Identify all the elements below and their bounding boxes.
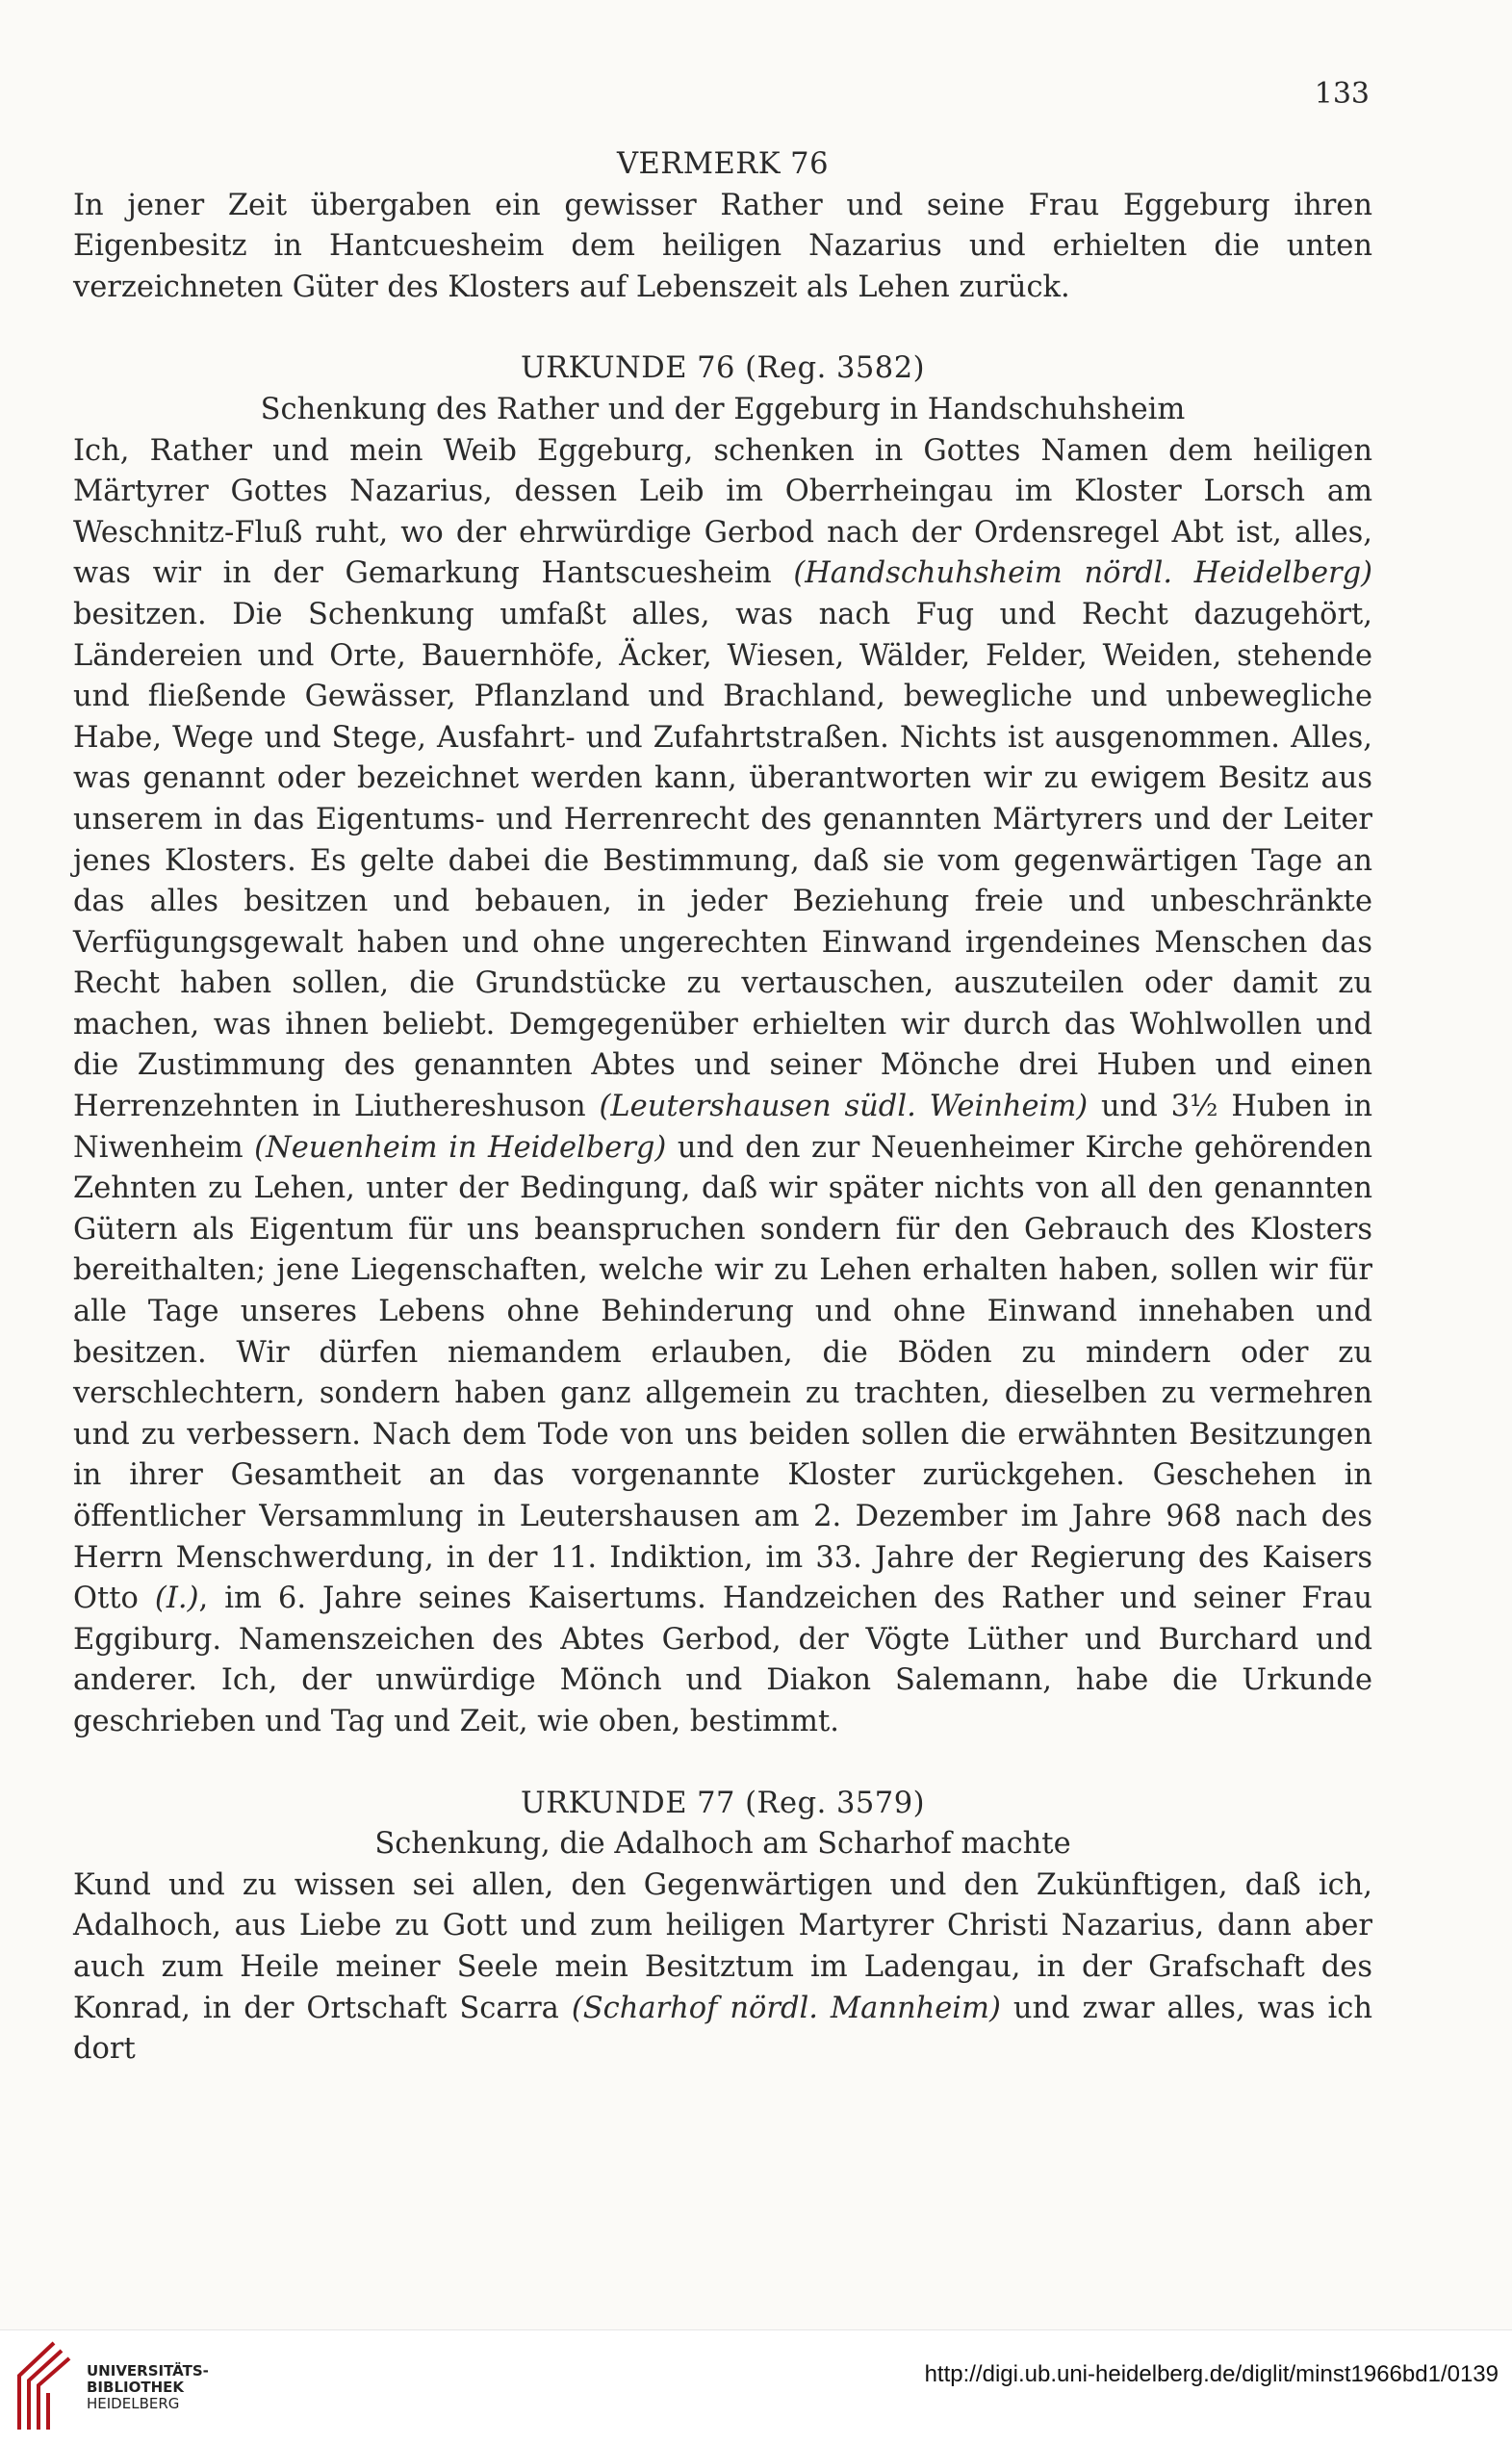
urkunde-77-text [73, 1865, 1372, 2071]
urkunde-76-heading: URKUNDE 76 (Reg. 3582) [520, 351, 926, 386]
text-segment: Ich, Rather und mein Weib Eggeburg, schenken in Gottes Namen dem heiligen Märtyrer Gottes Nazarius, dessen Leib im Oberrheingau im Kloster Lorsch am Weschnitz-Fluß ruht, wo der ehrwürdige Gerbod nach der Ordensregel Abt ist, alles, was wir in der Gemarkung Hantscuesheim [73, 433, 1372, 591]
urkunde-77-subtitle: Schenkung, die Adalhoch am Scharhof machte [374, 1827, 1071, 1862]
vermerk-76-text: In jener Zeit übergaben ein gewisser Rather und seine Frau Eggeburg ihren Eigenbesitz in Hantcuesheim dem heiligen Nazarius und erhielten die unten verzeichneten Güter des Klosters auf Lebenszeit als Lehen zurück. [73, 188, 1372, 304]
place-annotation: (Leutershausen südl. Weinheim) [599, 1090, 1089, 1124]
page-number: 133 [1314, 77, 1370, 111]
library-name-line: UNIVERSITÄTS- [87, 2362, 209, 2380]
urkunde-76-subtitle: Schenkung des Rather und der Eggeburg in Handschuhsheim [260, 392, 1186, 426]
text-segment: Kund und zu wissen sei allen, den Gegenwärtigen und den Zukünftigen, daß ich, Adalhoch, aus Liebe zu Gott und zum heiligen Martyrer Christi Nazarius, dann aber auch zum Heile meiner Seele mein Besitztum im Ladengau, in der Grafschaft des Konrad, in der Ortschaft Scarra [73, 1867, 1372, 2025]
library-name-line: BIBLIOTHEK [87, 2379, 184, 2396]
library-name-line: HEIDELBERG [87, 2395, 180, 2412]
section-gap [73, 308, 1372, 348]
text-segment: , im 6. Jahre seines Kaisertums. Handzeichen des Rather und seiner Frau Eggiburg. Namenszeichen des Abtes Gerbod, der Vögte Lüther und Burchard und anderer. Ich, der unwürdige Mönch und Diakon Salemann, habe die Urkunde geschrieben und Tag und Zeit, wie oben, bestimmt. [73, 1582, 1372, 1738]
text-segment: besitzen. Die Schenkung umfaßt alles, was nach Fug und Recht dazugehört, Ländereien und Orte, Bauernhöfe, Äcker, Wiesen, Wälder, Felder, Weiden, stehende und fließende Gewässer, Pflanzland und Brachland, bewegliche und unbewegliche Habe, Wege und Stege, Ausfahrt- und Zufahrtstraßen. Nichts ist ausgenommen. Alles, was genannt oder bezeichnet werden kann, überantworten wir zu ewigem Besitz aus unserem in das Eigentums- und Herrenrecht des genannten Märtyrers und der Leiter jenes Klosters. Es gelte dabei die Bestimmung, daß sie vom gegenwärtigen Tage an das alles besitzen und bebauen, in jeder Beziehung freie und unbeschränkte Verfügungsgewalt haben und ohne ungerechten Einwand irgendeines Menschen das Recht haben sollen, die Grundstücke zu vertauschen, auszuteilen oder damit zu machen, was ihnen beliebt. Demgegenüber erhielten wir durch das Wohlwollen und die Zustimmung des genannten Abtes und seiner Mönche drei Huben und einen Herrenzehnten in Liuthereshuson [73, 597, 1372, 1124]
text-segment: und 3½ Huben in Niwenheim [73, 1090, 1373, 1165]
library-name[interactable] [87, 2363, 209, 2412]
vermerk-76-heading: VERMERK 76 [616, 147, 829, 181]
urkunde-77-heading: URKUNDE 77 (Reg. 3579) [520, 1786, 926, 1820]
permalink-url[interactable]: http://digi.ub.uni-heidelberg.de/diglit/minst1966bd1/0139 [924, 2361, 1499, 2387]
place-annotation: (Neuenheim in Heidelberg) [254, 1130, 667, 1165]
page-content [73, 144, 1372, 2071]
text-segment: und zwar alles, was ich dort [73, 1991, 1373, 2067]
text-segment: und den zur Neuenheimer Kirche gehörenden Zehnten zu Lehen, unter der Bedingung, daß wir später nichts von all den genannten Gütern als Eigentum für uns beanspruchen sondern für den Gebrauch des Klosters bereithalten; jene Liegenschaften, welche wir zu Lehen erhalten haben, sollen wir für alle Tage unseres Lebens ohne Behinderung und ohne Einwand innehaben und besitzen. Wir dürfen niemandem erlauben, die Böden zu mindern oder zu verschlechtern, sondern haben ganz allgemein zu trachten, dieselben zu vermehren und zu verbessern. Nach dem Tode von uns beiden sollen die erwähnten Besitzungen in ihrer Gesamtheit an das vorgenannte Kloster zurückgehen. Geschehen in öffentlicher Versammlung in Leutershausen am 2. Dezember im Jahre 968 nach des Herrn Menschwerdung, in der 11. Indiktion, im 33. Jahre der Regierung des Kaisers Otto [73, 1130, 1372, 1616]
section-gap [73, 1743, 1372, 1784]
emperor-annotation: (I.) [154, 1582, 199, 1616]
place-annotation: (Handschuhsheim nördl. Heidelberg) [793, 556, 1372, 591]
urkunde-76-text [73, 431, 1372, 1743]
place-annotation: (Scharhof nördl. Mannheim) [571, 1991, 1001, 2025]
library-logo-icon [15, 2337, 75, 2433]
